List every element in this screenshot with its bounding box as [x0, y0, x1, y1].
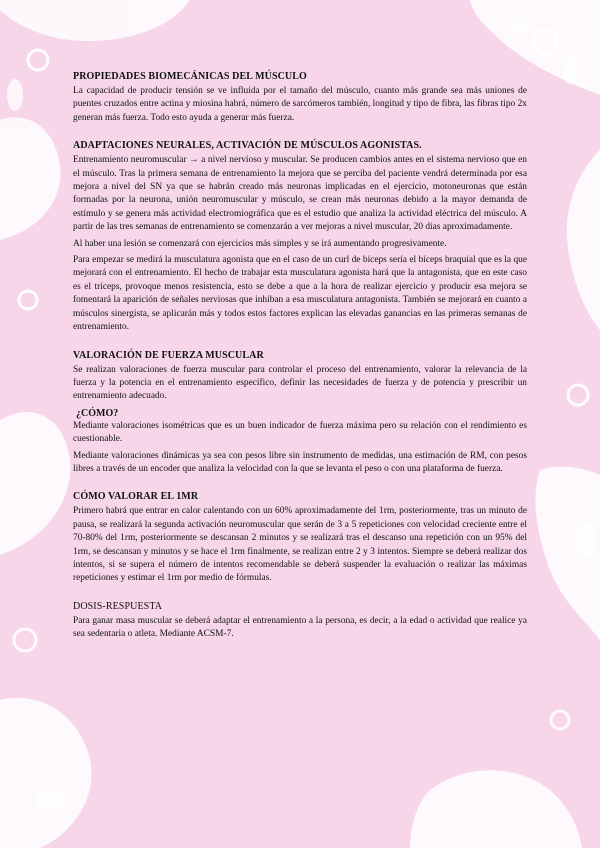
paragraph: Para ganar masa muscular se deberá adaptar el entrenamiento a la persona, es decir, a la edad o actividad que realice ya sea sedentaria o atleta. Mediante ACSM-7. [73, 615, 527, 640]
section-neural-adaptations [73, 139, 527, 334]
paragraph: Entrenamiento neuromuscular → a nivel nervioso y muscular. Se producen cambios antes en el sistema nervioso que en el músculo. Tras la primera semana de entrenamiento la mejora que se perciba del paciente vendrá determinada por esa mejora a nivel del SN ya que se habrán creado más neuronas implicadas en el ejercicio, motoneuronas que están formadas por la neurona, unión neuromuscular y músculo, se crean más neuronas debido a la mayor demanda de estímulo y se genera más actividad electromiográfica que es el estudio que analiza la actividad eléctrica del músculo. A partir de las tres semanas de entrenamiento se comenzarán a ver mejoras a nivel muscular, 20 días aproximadamente. [73, 155, 527, 233]
section-strength-assessment [73, 349, 527, 477]
paragraph: Para empezar se medirá la musculatura agonista que en el caso de un curl de bíceps sería el bíceps braquial que es la que mejorará con el entrenamiento. El hecho de trabajar esta musculatura agonista hará que la antagonista, que en este caso es el tríceps, provoque menos resistencia, esto se debe a que a la hora de realizar ejercicio y producir esa mejora se fomentará la aparición de señales nerviosas que inhiban a esa musculatura antagonista. También se mejorará en cuanto a músculos sinergista, se aplicarán más y todos estos factores explican las elevadas ganancias en las primeras semanas de entrenamiento. [73, 255, 527, 333]
section-dose-response [73, 600, 527, 642]
paragraph: Al haber una lesión se comenzará con ejercicios más simples y se irá aumentando progresivamente. [73, 238, 447, 249]
section-title: CÓMO VALORAR EL 1MR [73, 491, 199, 503]
paragraph: Se realizan valoraciones de fuerza muscular para controlar el proceso del entrenamiento, valorar la relevancia de la fuerza y la potencia en el entrenamiento específico, definir las necesidades de fuerza y de potencia y prescribir un entrenamiento adecuado. [73, 364, 527, 402]
subsection-title: ¿CÓMO? [76, 407, 119, 419]
document-body [73, 70, 527, 656]
section-title: DOSIS-RESPUESTA [73, 600, 163, 612]
section-biomechanical-properties [73, 70, 527, 125]
section-1rm-assessment [73, 490, 527, 585]
paragraph: Mediante valoraciones isométricas que es un buen indicador de fuerza máxima pero su relación con el rendimiento es cuestionable. [73, 420, 527, 445]
section-title: ADAPTACIONES NEURALES, ACTIVACIÓN DE MÚSCULOS AGONISTAS. [73, 140, 422, 152]
paragraph: Mediante valoraciones dinámicas ya sea con pesos libre sin instrumento de medidas, una estimación de RM, con pesos libres a través de un encoder que analiza la velocidad con la que se levanta el peso o con una plataforma de fuerza. [73, 450, 527, 474]
section-title: PROPIEDADES BIOMECÁNICAS DEL MÚSCULO [73, 71, 307, 82]
paragraph: La capacidad de producir tensión se ve influida por el tamaño del músculo, cuanto más grande sea más uniones de puentes cruzados entre actina y miosina habrá, número de sarcómeros también, longitud y tipo de fibra, las fibras tipo 2x generan más fuerza. Todo esto ayuda a generar más fuerza. [73, 86, 527, 123]
paragraph: Primero habrá que entrar en calor calentando con un 60% aproximadamente del 1rm, posteriormente, tras un minuto de pausa, se realizará la segunda activación neuromuscular que serán de 3 a 5 repeticiones con velocidad creciente entre el 70-80% del 1rm, posteriormente se descansan 2 minutos y se realizará tras el descanso una repetición con un 95% del 1rm, se descansan y minutos y se hace el 1rm finalmente, se realizan entre 2 y 3 intentos. Siempre se deberá realizar dos intentos, si se supera el número de intentos recomendable se deberá suspender la evaluación o realizar las máximas repeticiones y estimar el 1rm por medio de fórmulas. [73, 506, 527, 584]
section-title: VALORACIÓN DE FUERZA MUSCULAR [73, 349, 264, 361]
